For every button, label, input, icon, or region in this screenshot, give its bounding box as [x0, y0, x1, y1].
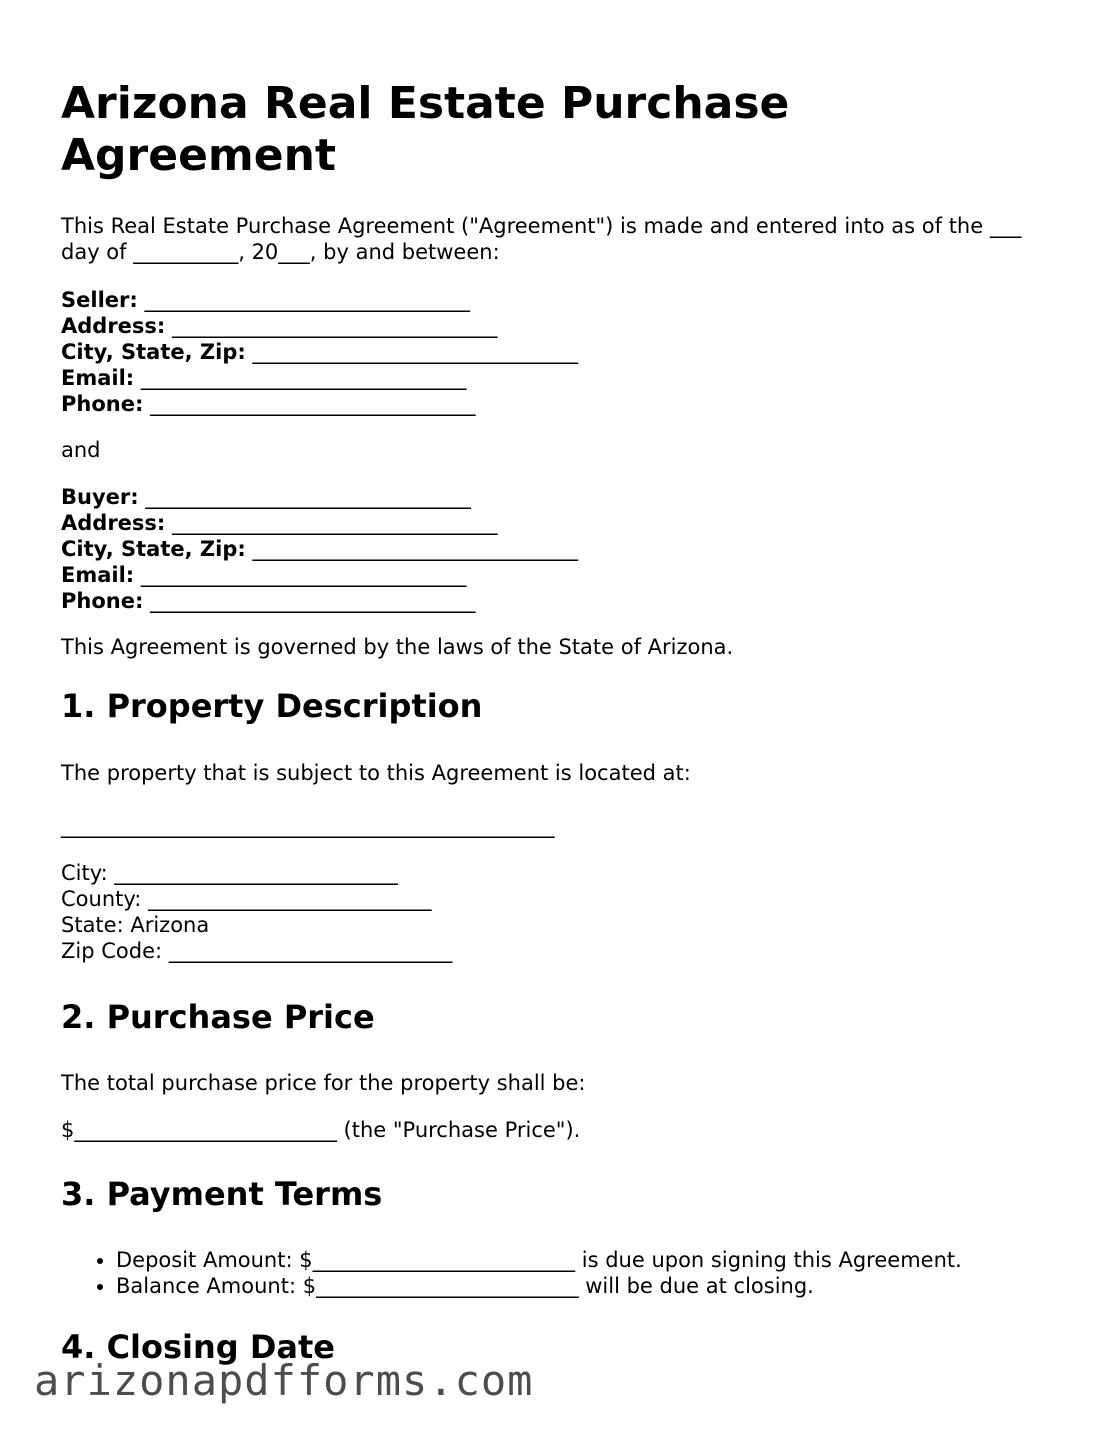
field-label: Email: — [61, 563, 135, 587]
buyer-city-state-zip-field — [61, 536, 1051, 562]
buyer-email-field — [61, 562, 1051, 588]
intro-paragraph: This Real Estate Purchase Agreement ("Agreement") is made and entered into as of the ___ day of __________, 20___, by and between: — [61, 214, 1022, 264]
field-blank: _______________________________ — [165, 511, 498, 535]
seller-email-field — [61, 365, 1051, 391]
property-state-field: State: Arizona — [61, 913, 210, 937]
buyer-phone-field — [61, 588, 1051, 614]
field-blank: _______________________________ — [143, 392, 476, 416]
property-intro-text: The property that is subject to this Agreement is located at: — [61, 761, 691, 785]
field-blank: _______________________________ — [137, 288, 470, 312]
balance-amount-item: • Balance Amount: $_________________________ will be due at closing. — [116, 1273, 1051, 1299]
field-label: Address: — [61, 314, 166, 338]
field-label: Buyer: — [61, 485, 139, 509]
seller-name-field — [61, 287, 1051, 313]
property-city-field: City: ___________________________ — [61, 861, 398, 885]
field-label: Phone: — [61, 392, 144, 416]
and-text: and — [61, 438, 101, 462]
field-blank: _______________________________ — [134, 563, 467, 587]
property-location-list — [61, 860, 1051, 964]
property-address-blank: _______________________________________________ — [61, 814, 555, 838]
buyer-info-block — [61, 484, 1051, 614]
seller-info-block — [61, 287, 1051, 417]
field-blank: _______________________________ — [134, 366, 467, 390]
field-blank: _______________________________ — [138, 485, 471, 509]
purchase-price-blank: $_________________________ (the "Purchase Price"). — [61, 1118, 581, 1142]
site-watermark: arizonapdfforms.com — [34, 1356, 534, 1405]
seller-city-state-zip-field — [61, 339, 1051, 365]
document-page — [61, 78, 1051, 1367]
property-county-field: County: ___________________________ — [61, 887, 432, 911]
section-heading-purchase-price: 2. Purchase Price — [61, 998, 375, 1036]
field-label: City, State, Zip: — [61, 537, 246, 561]
buyer-name-field — [61, 484, 1051, 510]
seller-address-field — [61, 313, 1051, 339]
seller-phone-field — [61, 391, 1051, 417]
field-label: Seller: — [61, 288, 138, 312]
payment-terms-list — [61, 1247, 1051, 1299]
deposit-amount-item: • Deposit Amount: $_________________________ is due upon signing this Agreement. — [116, 1247, 1051, 1273]
field-label: Address: — [61, 511, 166, 535]
buyer-address-field — [61, 510, 1051, 536]
section-heading-closing-date: 4. Closing Date — [61, 1328, 335, 1366]
field-label: Email: — [61, 366, 135, 390]
field-blank: _______________________________ — [165, 314, 498, 338]
field-blank: _______________________________ — [245, 537, 578, 561]
governing-law-text: This Agreement is governed by the laws of the State of Arizona. — [61, 635, 734, 659]
section-heading-payment-terms: 3. Payment Terms — [61, 1175, 383, 1213]
field-blank: _______________________________ — [143, 589, 476, 613]
field-label: City, State, Zip: — [61, 340, 246, 364]
field-label: Phone: — [61, 589, 144, 613]
section-heading-property-description: 1. Property Description — [61, 687, 483, 725]
field-blank: _______________________________ — [245, 340, 578, 364]
purchase-price-intro-text: The total purchase price for the property shall be: — [61, 1071, 586, 1095]
document-title: Arizona Real Estate Purchase Agreement — [61, 78, 790, 181]
property-zip-field: Zip Code: ___________________________ — [61, 939, 453, 963]
